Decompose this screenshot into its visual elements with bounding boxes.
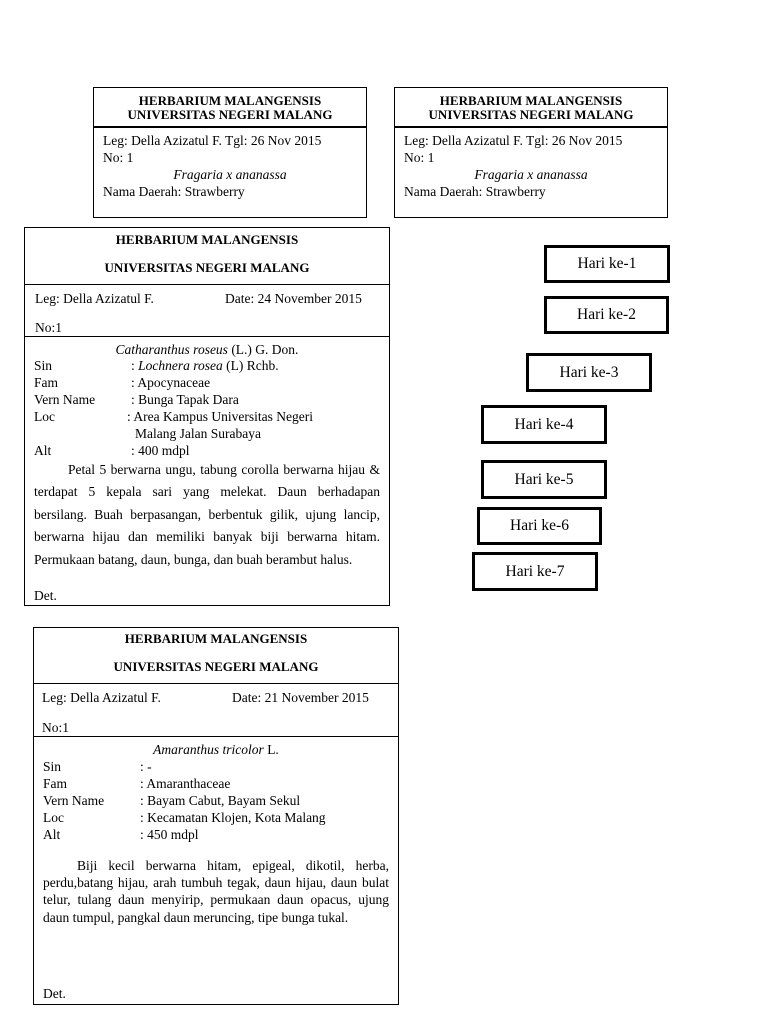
nama-daerah-line: Nama Daerah: Strawberry (404, 184, 546, 199)
hari-box-5: Hari ke-5 (481, 460, 607, 499)
det-line: Det. (43, 986, 66, 1001)
date-line: Date: 21 November 2015 (232, 690, 369, 705)
species-name: Fragaria x ananassa (474, 167, 588, 182)
header-title-1: HERBARIUM MALANGENSIS (115, 232, 299, 247)
field-value-loc: : Area Kampus Universitas Negeri (127, 409, 313, 424)
field-key-fam: Fam (43, 776, 68, 791)
no-line: No: 1 (103, 150, 134, 165)
field-key-loc: Loc (34, 409, 55, 424)
field-value-alt: : 450 mdpl (140, 827, 199, 842)
hari-box-3: Hari ke-3 (526, 353, 652, 392)
info-divider (34, 736, 398, 737)
field-value-loc-2: Malang Jalan Surabaya (135, 426, 261, 441)
leg-line: Leg: Della Azizatul F. Tgl: 26 Nov 2015 (404, 133, 623, 148)
field-value-vern-name: : Bunga Tapak Dara (131, 392, 239, 407)
herbarium-label-fragaria-right (394, 87, 668, 218)
hari-box-7: Hari ke-7 (472, 552, 598, 591)
herbarium-label-catharanthus (24, 227, 390, 606)
no-line: No: 1 (404, 150, 435, 165)
nama-daerah-line: Nama Daerah: Strawberry (103, 184, 245, 199)
header-title-2: UNIVERSITAS NEGERI MALANG (113, 659, 319, 674)
label-header (395, 88, 667, 128)
date-line: Date: 24 November 2015 (225, 291, 362, 306)
species-name (34, 741, 398, 758)
field-value-sin: : - (140, 759, 152, 774)
species-italic: Catharanthus roseus (115, 342, 228, 357)
species-italic: Amaranthus tricolor (153, 742, 264, 757)
no-line: No:1 (35, 320, 62, 335)
header-title-2: UNIVERSITAS NEGERI MALANG (127, 107, 333, 122)
field-value-loc: : Kecamatan Klojen, Kota Malang (140, 810, 326, 825)
leg-line: Leg: Della Azizatul F. (35, 291, 154, 306)
herbarium-label-amaranthus (33, 627, 399, 1005)
field-key-sin: Sin (34, 358, 53, 373)
hari-box-6: Hari ke-6 (477, 507, 602, 545)
sin-prefix: : (131, 358, 139, 373)
header-title-1: HERBARIUM MALANGENSIS (138, 93, 322, 108)
species-author: L. (263, 742, 279, 757)
no-line: No:1 (42, 720, 69, 735)
sin-author: (L) Rchb. (222, 358, 279, 373)
field-key-vern-name: Vern Name (34, 392, 96, 407)
herbarium-label-fragaria-left (93, 87, 367, 218)
species-author: (L.) G. Don. (227, 342, 299, 357)
header-title-2: UNIVERSITAS NEGERI MALANG (428, 107, 634, 122)
species-name: Fragaria x ananassa (173, 167, 287, 182)
field-key-sin: Sin (43, 759, 62, 774)
leg-line: Leg: Della Azizatul F. Tgl: 26 Nov 2015 (103, 133, 322, 148)
species-name (25, 341, 389, 358)
field-key-alt: Alt (43, 827, 61, 842)
field-key-loc: Loc (43, 810, 64, 825)
field-value-alt: : 400 mdpl (131, 443, 190, 458)
description-paragraph: Petal 5 berwarna ungu, tabung corolla berwarna hijau & terdapat 5 kepala sari yang melekat. Daun berhadapan bersilang. Buah berpasangan, berbentuk gilik, ujung lancip, berwarna hijau dan memiliki banyak biji berwarna hitam. Permukaan batang, daun, bunga, dan buah berambut halus. (34, 462, 380, 567)
header-title-1: HERBARIUM MALANGENSIS (439, 93, 623, 108)
hari-box-2: Hari ke-2 (544, 296, 669, 334)
field-key-alt: Alt (34, 443, 52, 458)
header-title-1: HERBARIUM MALANGENSIS (124, 631, 308, 646)
sin-italic: Lochnera rosea (138, 358, 223, 373)
header-divider (34, 683, 398, 684)
field-value-sin (131, 357, 279, 374)
hari-box-1: Hari ke-1 (544, 245, 670, 283)
header-divider (25, 284, 389, 285)
field-key-vern-name: Vern Name (43, 793, 105, 808)
description-paragraph: Biji kecil berwarna hitam, epigeal, dikotil, herba, perdu,batang hijau, arah tumbuh tegak, daun hijau, daun bulat telur, tulang daun menyirip, permukaan daun opacus, ujung daun tumpul, pangkal daun meruncing, tipe bunga tukal. (43, 858, 389, 925)
hari-box-4: Hari ke-4 (481, 405, 607, 444)
label-header (94, 88, 366, 128)
field-value-fam: : Apocynaceae (131, 375, 211, 390)
leg-line: Leg: Della Azizatul F. (42, 690, 161, 705)
det-line: Det. (34, 588, 57, 603)
info-divider (25, 336, 389, 337)
field-value-vern-name: : Bayam Cabut, Bayam Sekul (140, 793, 301, 808)
field-key-fam: Fam (34, 375, 59, 390)
header-title-2: UNIVERSITAS NEGERI MALANG (104, 260, 310, 275)
field-value-fam: : Amaranthaceae (140, 776, 231, 791)
